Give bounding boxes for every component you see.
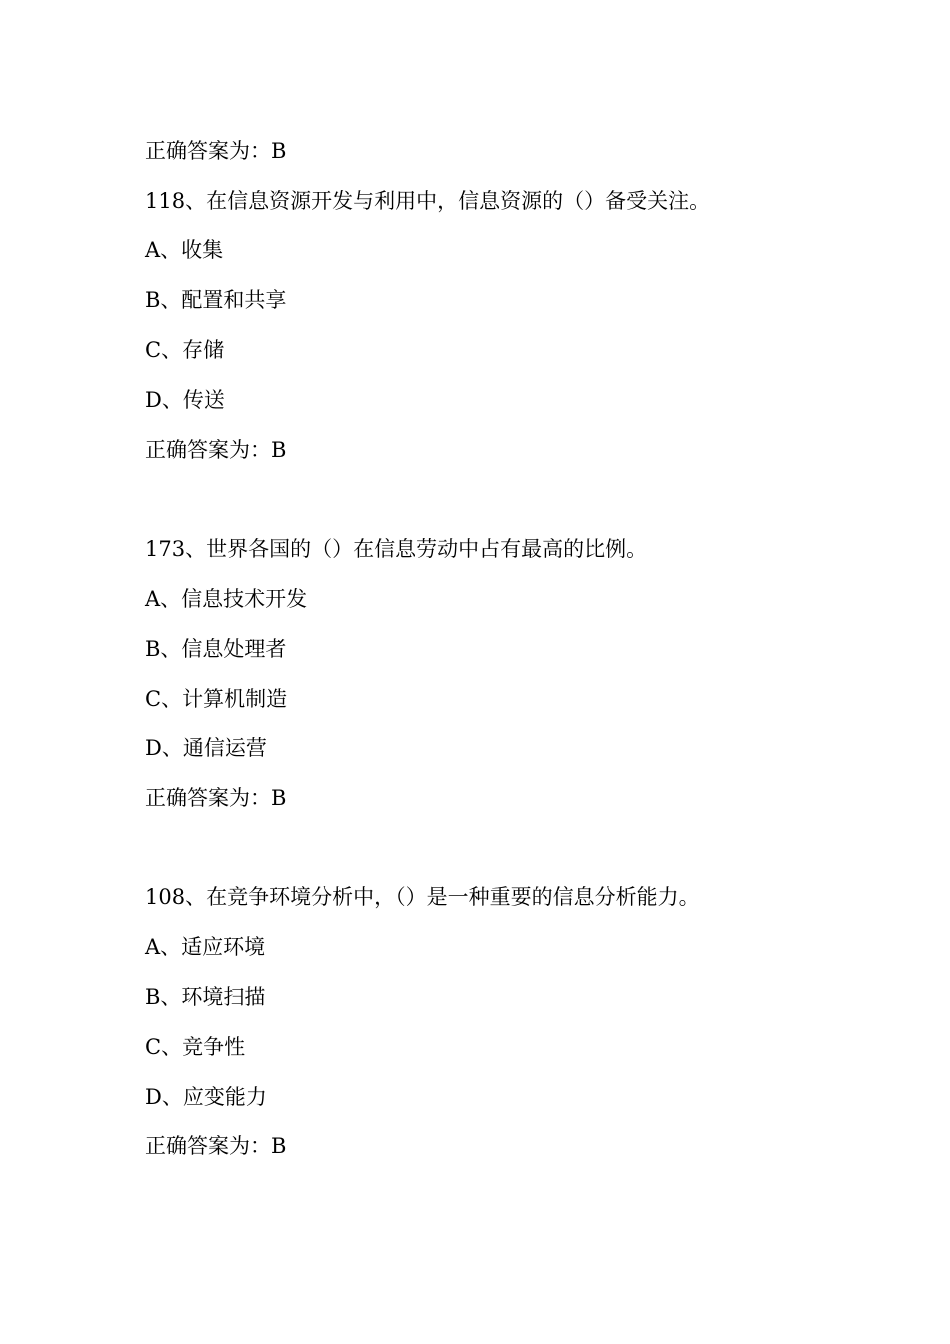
question-108-option-c: C、竞争性 [145,1035,246,1059]
question-118-stem: 118、在信息资源开发与利用中，信息资源的（）备受关注。 [145,189,711,213]
question-108-stem: 108、在竞争环境分析中，（）是一种重要的信息分析能力。 [145,885,700,909]
question-108-option-a: A、适应环境 [145,935,266,959]
question-173-answer: 正确答案为：B [145,786,287,810]
question-173-option-c: C、计算机制造 [145,687,288,711]
question-173-option-d: D、通信运营 [145,736,267,760]
question-108-option-d: D、应变能力 [145,1085,267,1109]
question-173-option-b: B、信息处理者 [145,637,287,661]
question-118-option-a: A、收集 [145,238,224,262]
previous-answer: 正确答案为：B [145,139,287,163]
question-118-option-c: C、存储 [145,338,225,362]
question-108-option-b: B、环境扫描 [145,985,266,1009]
question-118-answer: 正确答案为：B [145,438,287,462]
question-173-option-a: A、信息技术开发 [145,587,308,611]
question-108-answer: 正确答案为：B [145,1134,287,1158]
question-173-stem: 173、世界各国的（）在信息劳动中占有最高的比例。 [145,537,648,561]
question-118-option-d: D、传送 [145,388,225,412]
question-118-option-b: B、配置和共享 [145,288,287,312]
